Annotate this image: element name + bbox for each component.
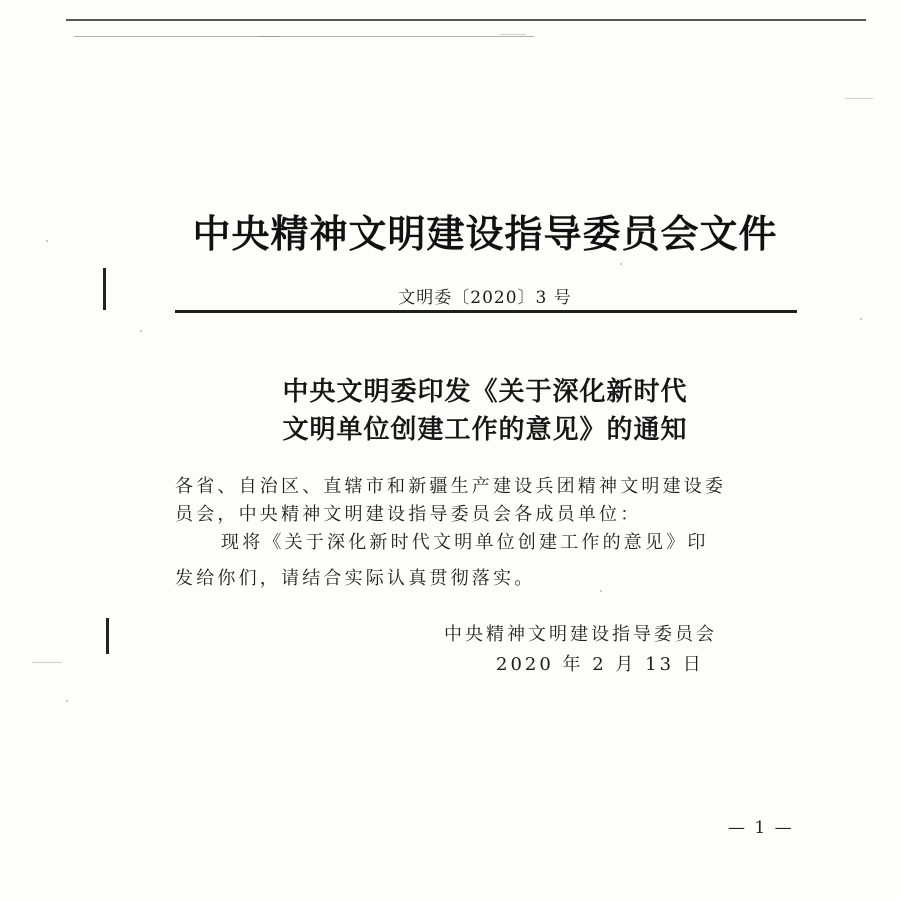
scan-border-line-faint	[74, 36, 534, 37]
scan-dash	[258, 36, 280, 37]
scan-border-line	[66, 19, 866, 21]
header-rule	[175, 310, 797, 313]
scan-speck	[860, 318, 862, 320]
scan-speck	[600, 590, 602, 592]
document-number: 文明委〔2020〕3 号	[398, 288, 572, 308]
notice-title-line-2: 文明单位创建工作的意见》的通知	[282, 415, 688, 445]
signature-date: 2020 年 2 月 13 日	[496, 654, 704, 675]
binding-mark	[106, 618, 109, 654]
page-number: — 1 —	[728, 818, 794, 838]
scan-dash	[32, 662, 62, 663]
body-line: 各省、自治区、直辖市和新疆生产建设兵团精神文明建设委	[175, 476, 727, 497]
scan-speck	[66, 700, 68, 702]
document-title: 中央精神文明建设指导委员会文件	[192, 212, 778, 256]
signature-organization: 中央精神文明建设指导委员会	[444, 624, 717, 645]
scan-dash	[845, 98, 873, 99]
scan-speck	[140, 330, 142, 332]
scan-speck	[620, 263, 622, 265]
body-line: 员会，中央精神文明建设指导委员会各成员单位：	[175, 504, 642, 525]
body-line: 现将《关于深化新时代文明单位创建工作的意见》印	[221, 532, 709, 553]
notice-title-line-1: 中央文明委印发《关于深化新时代	[282, 377, 688, 407]
body-line: 发给你们，请结合实际认真贯彻落实。	[175, 568, 536, 589]
scan-dash	[500, 34, 526, 35]
